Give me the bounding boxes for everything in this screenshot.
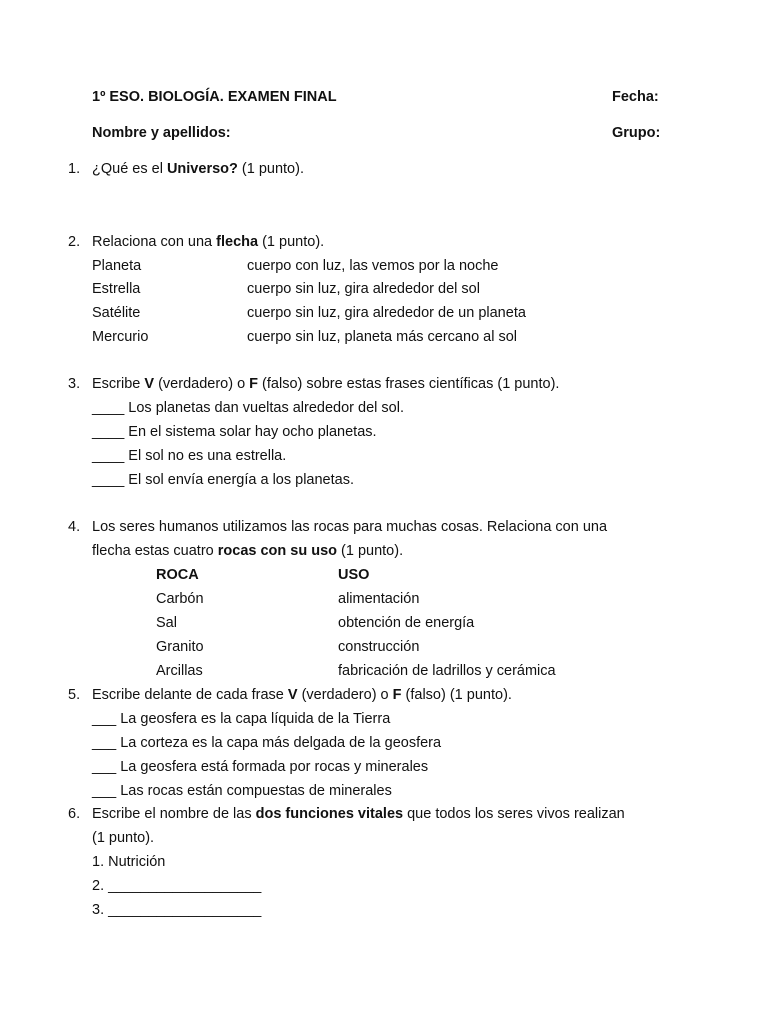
question-5-number: 5. xyxy=(68,687,81,703)
rock-item: Granito xyxy=(156,639,204,655)
match-right-item: cuerpo sin luz, gira alrededor del sol xyxy=(247,281,480,297)
question-3-text: Escribe V (verdadero) o F (falso) sobre estas frases científicas (1 punto). xyxy=(92,376,560,392)
match-right-item: cuerpo sin luz, planeta más cercano al sol xyxy=(247,329,518,345)
question-6-points: (1 punto). xyxy=(92,830,155,846)
question-5-text: Escribe delante de cada frase V (verdadero) o F (falso) (1 punto). xyxy=(92,687,512,703)
true-false-item: ____ El sol no es una estrella. xyxy=(92,448,287,464)
question-2-text: Relaciona con una flecha (1 punto). xyxy=(92,234,325,250)
name-label: Nombre y apellidos: xyxy=(92,125,231,141)
answer-blank: ____ xyxy=(92,400,125,416)
column-header-roca: ROCA xyxy=(156,567,199,583)
true-false-item: ___ La corteza es la capa más delgada de la geosfera xyxy=(92,735,442,751)
match-left-item: Planeta xyxy=(92,258,142,274)
answer-line: 1. Nutrición xyxy=(92,854,166,870)
answer-blank: ____ xyxy=(92,424,125,440)
rock-item: Carbón xyxy=(156,591,204,607)
use-item: alimentación xyxy=(338,591,420,607)
date-label: Fecha: xyxy=(612,89,659,105)
true-false-item: ___ La geosfera es la capa líquida de la Tierra xyxy=(92,711,391,727)
true-false-item: ____ En el sistema solar hay ocho planetas. xyxy=(92,424,377,440)
column-header-uso: USO xyxy=(338,567,370,583)
use-item: obtención de energía xyxy=(338,615,475,631)
true-false-item: ____ El sol envía energía a los planetas. xyxy=(92,472,354,488)
question-6-number: 6. xyxy=(68,806,81,822)
exam-title: 1º ESO. BIOLOGÍA. EXAMEN FINAL xyxy=(92,89,337,105)
match-left-item: Satélite xyxy=(92,305,141,321)
use-item: construcción xyxy=(338,639,420,655)
rock-item: Arcillas xyxy=(156,663,203,679)
question-6-text: Escribe el nombre de las dos funciones vitales que todos los seres vivos realizan xyxy=(92,806,625,822)
answer-blank: ___ xyxy=(92,783,117,799)
answer-blank: ___ xyxy=(92,759,117,775)
answer-blank: ___ xyxy=(92,735,117,751)
answer-blank: ____ xyxy=(92,448,125,464)
true-false-item: ___ La geosfera está formada por rocas y minerales xyxy=(92,759,429,775)
match-right-item: cuerpo con luz, las vemos por la noche xyxy=(247,258,499,274)
question-4-number: 4. xyxy=(68,519,81,535)
question-2-number: 2. xyxy=(68,234,81,250)
question-3-number: 3. xyxy=(68,376,81,392)
match-left-item: Estrella xyxy=(92,281,141,297)
match-left-item: Mercurio xyxy=(92,329,149,345)
true-false-item: ____ Los planetas dan vueltas alrededor del sol. xyxy=(92,400,404,416)
answer-blank: ____ xyxy=(92,472,125,488)
match-right-item: cuerpo sin luz, gira alrededor de un planeta xyxy=(247,305,526,321)
rock-item: Sal xyxy=(156,615,177,631)
question-4-text-line2: flecha estas cuatro rocas con su uso (1 punto). xyxy=(92,543,404,559)
answer-line: 2. ___________________ xyxy=(92,878,262,894)
question-1-text: ¿Qué es el Universo? (1 punto). xyxy=(92,161,304,177)
use-item: fabricación de ladrillos y cerámica xyxy=(338,663,556,679)
answer-blank: ___ xyxy=(92,711,117,727)
answer-line: 3. ___________________ xyxy=(92,902,262,918)
true-false-item: ___ Las rocas están compuestas de minerales xyxy=(92,783,392,799)
question-4-text-line1: Los seres humanos utilizamos las rocas para muchas cosas. Relaciona con una xyxy=(92,519,608,535)
group-label: Grupo: xyxy=(612,125,661,141)
question-1-number: 1. xyxy=(68,161,81,177)
